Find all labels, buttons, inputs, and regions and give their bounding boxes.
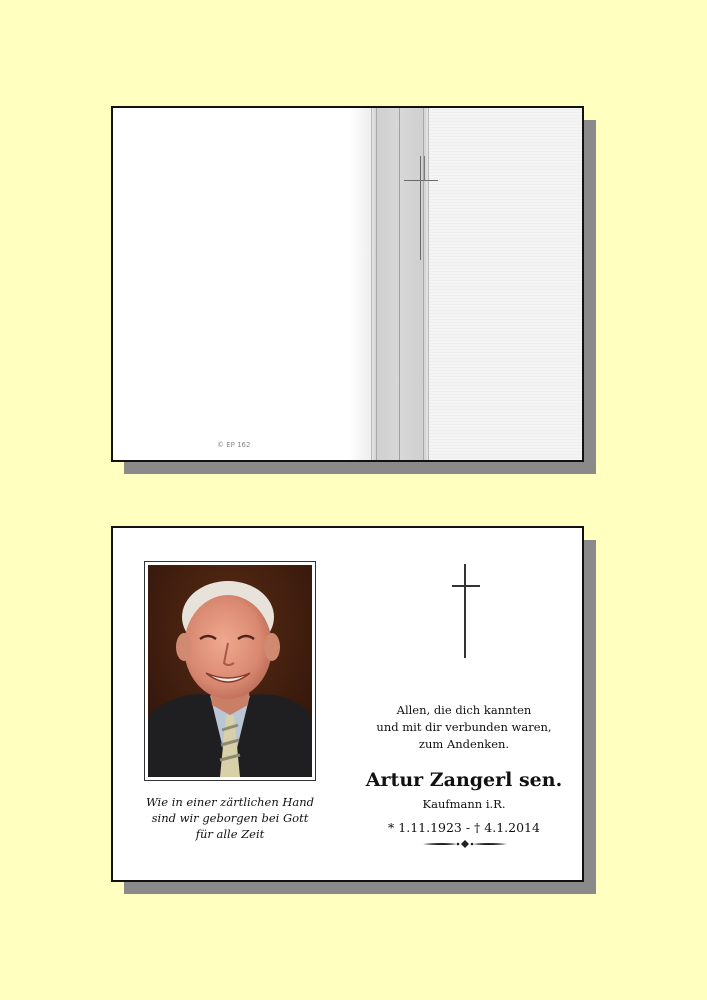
ribbon-cross-icon: [424, 156, 425, 180]
ribbon-line: [376, 108, 377, 460]
panel-shading: [349, 108, 373, 460]
occupation: Kaufmann i.R.: [422, 797, 506, 811]
paper-texture: [427, 108, 582, 460]
dedication-text: [359, 702, 569, 753]
copyright-text: © EP 162: [217, 441, 251, 449]
ribbon-line: [399, 108, 400, 460]
front-left-panel: [113, 108, 349, 460]
deceased-name: Artur Zangerl sen.: [365, 769, 563, 791]
psalm-line: sind wir geborgen bei Gott: [151, 811, 309, 825]
front-card: [111, 106, 584, 462]
portrait-frame: [144, 561, 316, 781]
portrait-photo: [148, 565, 312, 777]
dedication-line: Allen, die dich kannten: [396, 703, 532, 717]
cross-icon: [464, 564, 466, 658]
dedication-line: und mit dir verbunden waren,: [376, 720, 552, 734]
ornament-divider-icon: [423, 839, 507, 849]
psalm-text: [133, 794, 327, 842]
life-dates: * 1.11.1923 - † 4.1.2014: [388, 820, 540, 835]
cross-icon-bar: [452, 585, 480, 587]
dedication-line: zum Andenken.: [418, 737, 510, 751]
back-card: [111, 526, 584, 882]
psalm-line: Wie in einer zärtlichen Hand: [145, 795, 315, 809]
ribbon-cross-icon: [420, 156, 421, 260]
psalm-line: für alle Zeit: [195, 827, 265, 841]
ribbon-cross-icon: [404, 180, 438, 181]
front-right-panel: [349, 108, 582, 460]
portrait-illustration: [148, 565, 312, 777]
silver-ribbon: [371, 108, 429, 460]
